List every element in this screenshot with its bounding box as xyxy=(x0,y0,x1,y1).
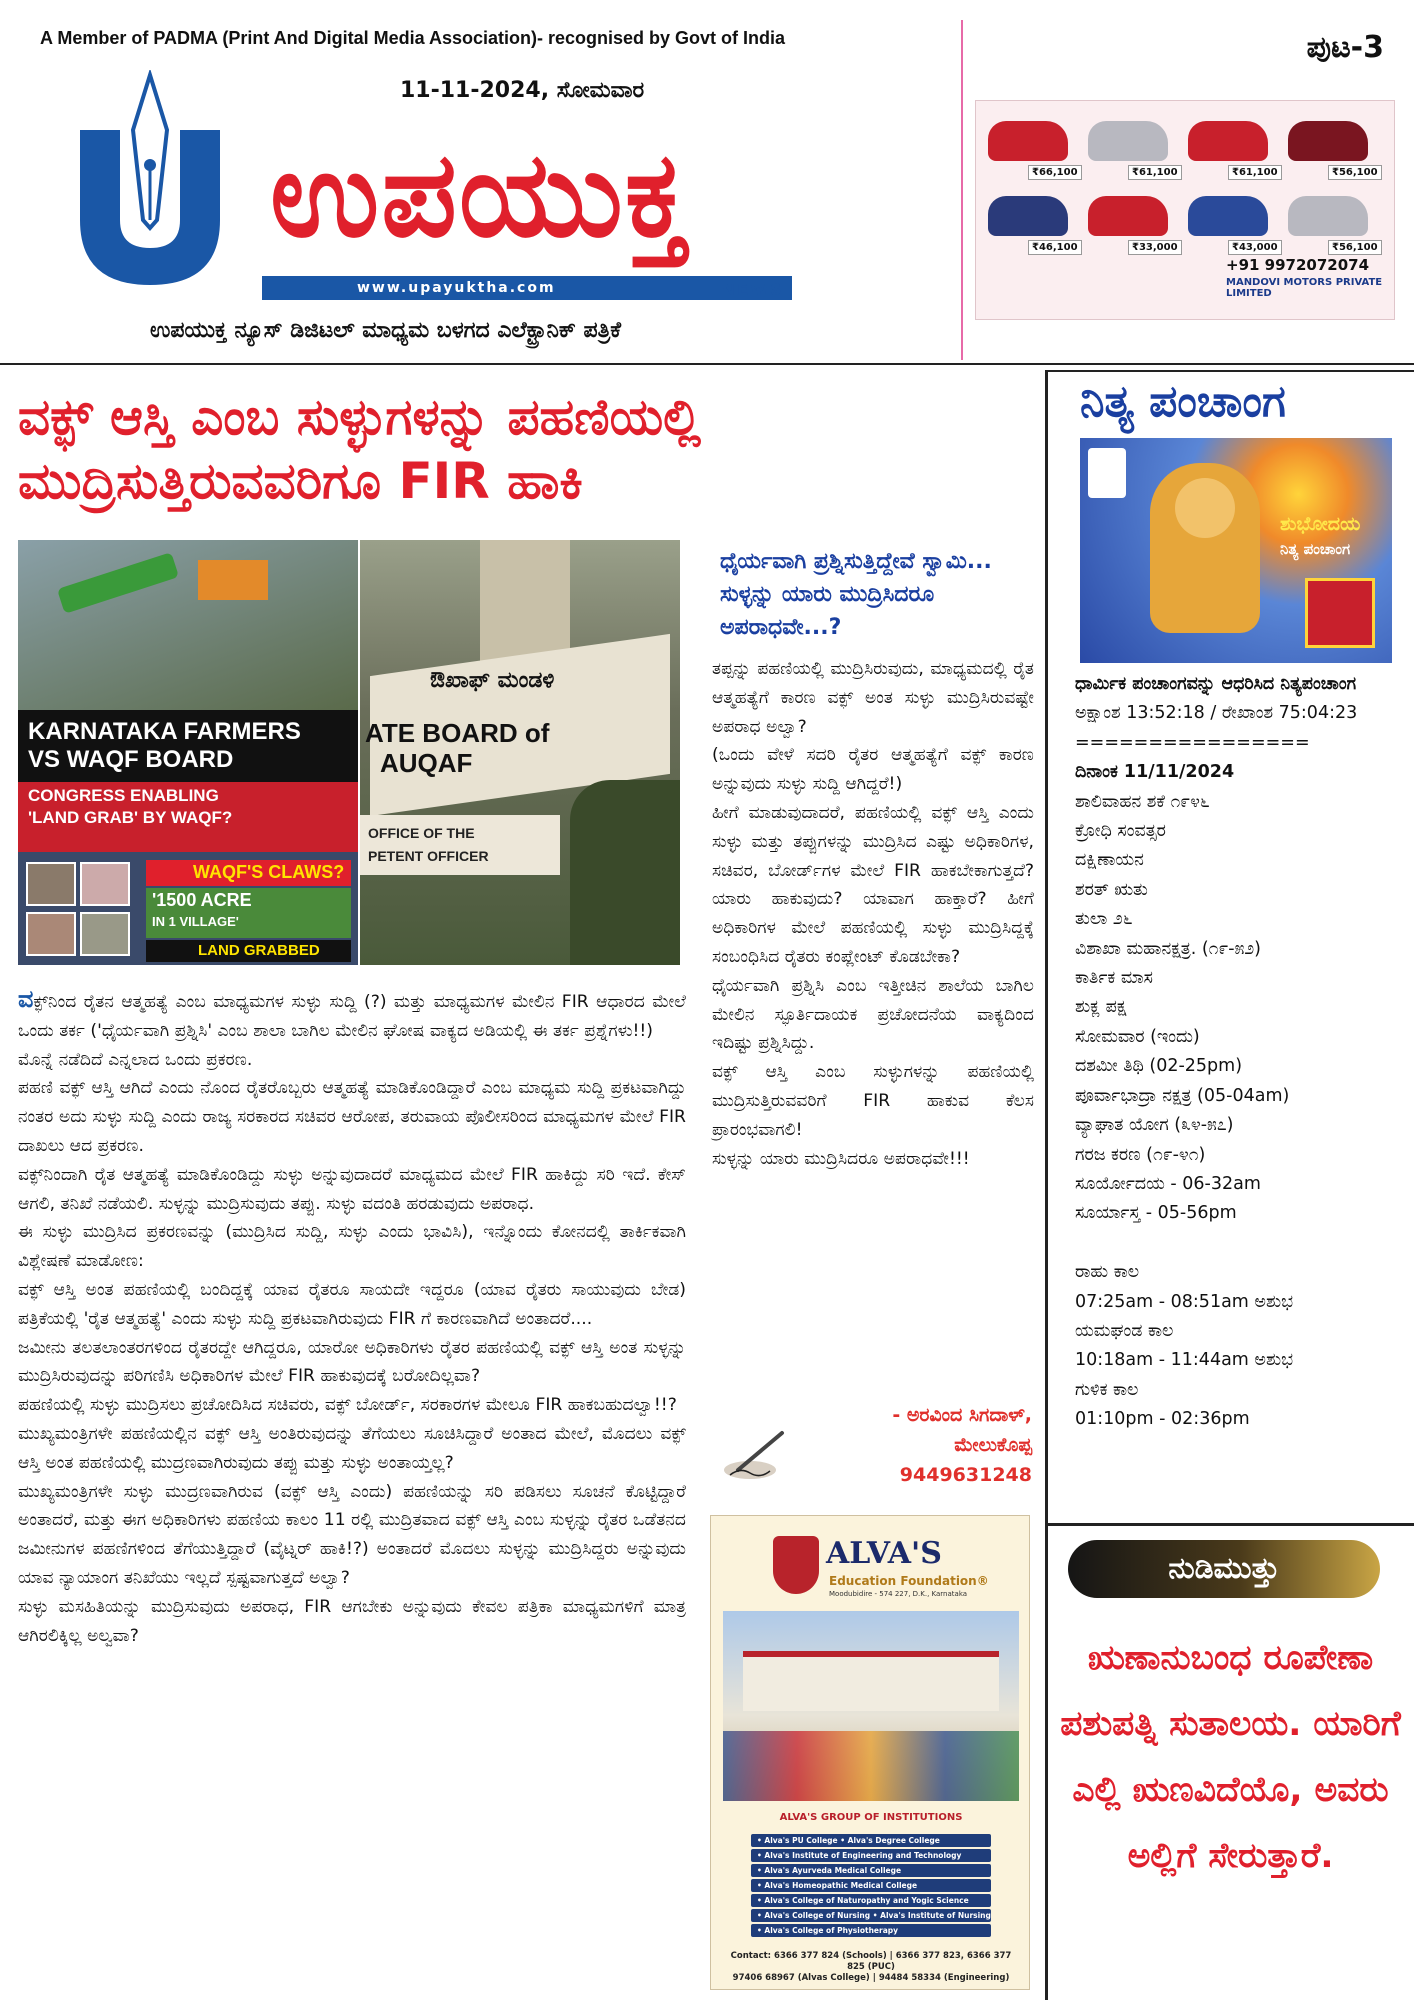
page-number: ಪುಟ-3 xyxy=(1306,30,1384,65)
photo-title-line2: VS WAQF BOARD xyxy=(28,746,234,773)
ad-dealer: MANDOVI MOTORS PRIVATE LIMITED xyxy=(1226,277,1383,299)
sign-office: OFFICE OF THE xyxy=(368,825,475,841)
article-column-2 xyxy=(712,655,1034,1173)
article-subheading: ಧೈರ್ಯವಾಗಿ ಪ್ರಶ್ನಿಸುತ್ತಿದ್ದೇವೆ ಸ್ವಾಮಿ... ಸುಳ್ಳನ್ನು ಯಾರು ಮುದ್ರಿಸಿದರೂ ಅಪರಾಧವೇ...? xyxy=(720,549,992,640)
photo-title-line1: KARNATAKA FARMERS xyxy=(28,718,301,745)
article-headline xyxy=(18,385,1038,513)
paragraph: ಪಹಣಿಯಲ್ಲಿ ಸುಳ್ಳು ಮುದ್ರಿಸಲು ಪ್ರಚೋದಿಸಿದ ಸಚಿವರು, ವಕ್ಫ್ ಬೋರ್ಡ್, ಸರಕಾರಗಳ ಮೇಲೂ FIR ಹಾಕಬಹುದಲ್ವಾ!!? xyxy=(18,1395,677,1416)
paragraph: ಸುಳ್ಳು ಮಸಹಿತಿಯನ್ನು ಮುದ್ರಿಸುವುದು ಅಪರಾಧ, FIR ಆಗಬೇಕು ಅನ್ನುವುದು ಕೇವಲ ಪತ್ರಿಕಾ ಮಾಧ್ಯಮಗಳಿಗೆ ಮಾತ್ರ ಆಗಿರಲಿಕ್ಕಿಲ್ಲ ಅಲ್ವವಾ? xyxy=(18,1596,686,1646)
photo-village: IN 1 VILLAGE' xyxy=(152,914,239,929)
alvas-address: Moodubidire - 574 227, D.K., Karnataka xyxy=(829,1590,968,1598)
alvas-education-advertisement[interactable] xyxy=(710,1515,1030,1990)
panchanga-line: ಸೋಮವಾರ (ಇಂದು) xyxy=(1075,1026,1200,1047)
list-item: • Alva's Homeopathic Medical College xyxy=(751,1879,991,1892)
author-name: - ಅರವಿಂದ ಸಿಗದಾಳ್, xyxy=(892,1404,1032,1426)
list-item: • Alva's College of Nursing • Alva's Institute of Nursing xyxy=(751,1909,991,1922)
alvas-foundation: Education Foundation® xyxy=(829,1574,989,1588)
panchanga-line: ವಿಶಾಖಾ ಮಹಾನಕ್ಷತ್ರ. (೧೯-೫೨) xyxy=(1075,938,1262,959)
panchanga-line: ಯಮಘಂಡ ಕಾಲ xyxy=(1075,1320,1174,1341)
photo-acre: '1500 ACRE xyxy=(152,890,252,910)
logo-url[interactable]: www.upayuktha.com xyxy=(262,276,792,300)
car-price: ₹56,100 xyxy=(1328,240,1382,255)
car-icon xyxy=(988,196,1068,236)
list-item: • Alva's College of Physiotherapy xyxy=(751,1924,991,1937)
alvas-name: ALVA'S xyxy=(826,1536,942,1571)
panchanga-latlong: ಅಕ್ಷಾಂಶ 13:52:18 / ರೇಖಾಂಶ 75:04:23 xyxy=(1075,703,1358,724)
panchanga-line: ಶಾಲಿವಾಹನ ಶಕೆ ೧೯೪೬ xyxy=(1075,791,1210,812)
panchanga-line: ಕಾರ್ತಿಕ ಮಾಸ xyxy=(1075,968,1153,989)
sign-petent: PETENT OFFICER xyxy=(368,848,489,864)
paragraph: ಪಹಣಿ ವಕ್ಫ್ ಆಸ್ತಿ ಆಗಿದೆ ಎಂದು ನೊಂದ ರೈತರೊಬ್ಬರು ಆತ್ಮಹತ್ಯೆ ಮಾಡಿಕೊಂಡಿದ್ದಾರೆ ಎಂಬ ಮಾಧ್ಯಮ ಸುದ್ದಿ ಪ್ರಕಟವಾಗಿದ್ದು ನಂತರ ಅದು ಸುಳ್ಳು ಸುದ್ದಿ ಎಂದು ರಾಜ್ಯ ಸರಕಾರದ ಸಚಿವರ ಆರೋಪ, ತರುವಾಯ ಪೊಲೀಸರಿಂದ ಮಾಧ್ಯಮಗಳ ಮೇಲೆ FIR ದಾಖಲು ಆದ ಪ್ರಕರಣ. xyxy=(18,1078,686,1156)
paragraph: ವಕ್ಫ್‌ನಿಂದ ರೈತನ ಆತ್ಮಹತ್ಯೆ ಎಂಬ ಮಾಧ್ಯಮಗಳ ಸುಳ್ಳು ಸುದ್ದಿ (?) ಮತ್ತು ಮಾಧ್ಯಮಗಳ ಮೇಲಿನ FIR ಆಧಾರದ ಮೇಲೆ ಒಂದು ತರ್ಕ ('ಧೈರ್ಯವಾಗಿ ಪ್ರಶ್ನಿಸಿ' ಎಂಬ ಶಾಲಾ ಬಾಗಿಲ ಮೇಲಿನ ಘೋಷ ವಾಕ್ಯದ ಅಡಿಯಲ್ಲಿ ಈ ತರ್ಕ ಪ್ರಶ್ನೆಗಳು!!) xyxy=(18,985,686,1041)
panchanga-line: ಕ್ರೋಧಿ ಸಂವತ್ಸರ xyxy=(1075,821,1166,842)
car-icon xyxy=(1288,121,1368,161)
sidebar-top-rule xyxy=(1048,370,1414,372)
car-icon xyxy=(1188,196,1268,236)
headline-line-1: ವಕ್ಫ್ ಆಸ್ತಿ ಎಂಬ ಸುಳ್ಳುಗಳನ್ನು ಪಹಣಿಯಲ್ಲಿ xyxy=(18,388,701,446)
car-price: ₹66,100 xyxy=(1028,165,1082,180)
panchanga-separator: ================ xyxy=(1075,732,1310,753)
paragraph: ಈ ಸುಳ್ಳು ಮುದ್ರಿಸಿದ ಪ್ರಕರಣವನ್ನು (ಮುದ್ರಿಸಿದ ಸುದ್ದಿ, ಸುಳ್ಳು ಎಂದು ಭಾವಿಸಿ), ಇನ್ನೊಂದು ಕೋನದಲ್ಲಿ ತಾರ್ಕಿಕವಾಗಿ ವಿಶ್ಲೇಷಣೆ ಮಾಡೋಣ: xyxy=(18,1222,686,1272)
list-item: • Alva's College of Naturopathy and Yogic Science xyxy=(751,1894,991,1907)
drop-cap: ವ xyxy=(18,985,34,1013)
header-divider xyxy=(961,20,963,360)
paragraph: ವಕ್ಫ್ ಆಸ್ತಿ ಎಂಬ ಸುಳ್ಳುಗಳನ್ನು ಪಹಣಿಯಲ್ಲಿ ಮುದ್ರಿಸುತ್ತಿರುವವರಿಗೆ FIR ಹಾಕುವ ಕೆಲಸ ಪ್ರಾರಂಭವಾಗಲಿ! xyxy=(712,1062,1034,1140)
logo-wordmark: ಉಪಯುಕ್ತ xyxy=(270,125,690,263)
ad-phone: +91 9972072074 xyxy=(1226,256,1370,274)
paragraph: ಸುಳ್ಳನ್ನು ಯಾರು ಮುದ್ರಿಸಿದರೂ ಅಪರಾಧವೇ!!! xyxy=(712,1148,970,1169)
paragraph: ಜಮೀನು ತಲತಲಾಂತರಗಳಿಂದ ರೈತರದ್ದೇ ಆಗಿದ್ದರೂ, ಯಾರೋ ಅಧಿಕಾರಿಗಳು ರೈತರ ಪಹಣಿಯಲ್ಲಿ ವಕ್ಫ್ ಆಸ್ತಿ ಅಂತ ಸುಳ್ಳನ್ನು ಮುದ್ರಿಸಿರುವುದನ್ನು ಪರಿಗಣಿಸಿ ಅಧಿಕಾರಿಗಳ ಮೇಲೆ FIR ಹಾಕುವುದಕ್ಕೆ ಬರೋದಿಲ್ಲವಾ? xyxy=(18,1337,686,1387)
sidebar-divider xyxy=(1045,370,1048,2000)
car-icon xyxy=(1288,196,1368,236)
paragraph: ತಪ್ಪನ್ನು ಪಹಣಿಯಲ್ಲಿ ಮುದ್ರಿಸಿರುವುದು, ಮಾಧ್ಯಮದಲ್ಲಿ ರೈತ ಆತ್ಮಹತ್ಯೆಗೆ ಕಾರಣ ವಕ್ಫ್ ಅಂತ ಸುಳ್ಳು ಮುದ್ರಿಸಿರುವಷ್ಟೇ ಅಪರಾಧ ಅಲ್ವಾ? xyxy=(712,659,1034,737)
car-price: ₹61,100 xyxy=(1128,165,1182,180)
upayuktha-mini-logo-icon xyxy=(1088,448,1126,498)
paragraph: ವಕ್ಫ್ ಆಸ್ತಿ ಅಂತ ಪಹಣಿಯಲ್ಲಿ ಬಂದಿದ್ದಕ್ಕೆ ಯಾವ ರೈತರೂ ಸಾಯದೇ ಇದ್ದರೂ (ಯಾವ ರೈತರು ಸಾಯುವುದು ಬೇಡ) ಪತ್ರಿಕೆಯಲ್ಲಿ 'ರೈತ ಆತ್ಮಹತ್ಯೆ' ಎಂದು ಸುಳ್ಳು ಸುದ್ದಿ ಪ್ರಕಟವಾಗಿರುವುದು FIR ಗೆ ಕಾರಣವಾಗಿದೆ ಅಂತಾದರೆ.... xyxy=(18,1279,686,1329)
writing-pen-icon xyxy=(720,1425,790,1485)
panchanga-line: 10:18am - 11:44am ಅಶುಭ xyxy=(1075,1350,1294,1371)
article-column-1 xyxy=(18,985,686,1650)
upayuktha-logo-pen-icon xyxy=(55,70,245,300)
panchanga-line: ದಶಮೀ ತಿಥಿ (02-25pm) xyxy=(1075,1056,1243,1077)
panchanga-line: 01:10pm - 02:36pm xyxy=(1075,1409,1250,1430)
panchanga-line: ತುಲಾ ೨೬ xyxy=(1075,909,1133,930)
panchanga-date: ದಿನಾಂಕ 11/11/2024 xyxy=(1075,762,1235,783)
panchanga-details xyxy=(1075,670,1410,1435)
masthead-tagline: ಉಪಯುಕ್ತ ನ್ಯೂಸ್ ಡಿಜಿಟಲ್ ಮಾಧ್ಯಮ ಬಳಗದ ಎಲೆಕ್ಟ್ರಾನಿಕ್ ಪತ್ರಿಕೆ xyxy=(150,318,621,343)
alvas-institution-list xyxy=(751,1834,991,1939)
panchanga-intro: ಧಾರ್ಮಿಕ ಪಂಚಾಂಗವನ್ನು ಆಧರಿಸಿದ ನಿತ್ಯಪಂಚಾಂಗ xyxy=(1075,674,1357,694)
panchanga-line: ಶುಕ್ಲ ಪಕ್ಷ xyxy=(1075,997,1127,1018)
swastika-icon xyxy=(1305,578,1375,648)
nudimuttu-quote: ಋಣಾನುಬಂಧ ರೂಪೇಣಾ ಪಶುಪತ್ನಿ ಸುತಾಲಯ. ಯಾರಿಗೆ ಎಲ್ಲಿ ಋಣವಿದೆಯೊ, ಅವರು ಅಲ್ಲಿಗೆ ಸೇರುತ್ತಾರೆ. xyxy=(1060,1638,1401,1876)
car-icon xyxy=(1088,196,1168,236)
car-advertisement[interactable] xyxy=(975,100,1395,320)
ganesha-panchanga-image xyxy=(1080,438,1392,663)
paragraph: ಧೈರ್ಯವಾಗಿ ಪ್ರಶ್ನಿಸಿ ಎಂಬ ಇತ್ತೀಚಿನ ಶಾಲೆಯ ಬಾಗಿಲ ಮೇಲಿನ ಸ್ಫೂರ್ತಿದಾಯಕ ಪ್ರಚೋದನೆಯ ವಾಕ್ಯದಿಂದ ಇದಿಷ್ಟು ಪ್ರಶ್ನಿಸಿದ್ದು. xyxy=(712,975,1034,1054)
photo-sub-line1: CONGRESS ENABLING xyxy=(28,786,219,805)
car-price: ₹61,100 xyxy=(1228,165,1282,180)
paragraph: ಹೀಗೆ ಮಾಡುವುದಾದರೆ, ಪಹಣಿಯಲ್ಲಿ ವಕ್ಫ್ ಆಸ್ತಿ ಎಂದು ಸುಳ್ಳು ಮತ್ತು ತಪ್ಪುಗಳನ್ನು ಮುದ್ರಿಸಿದ ಎಷ್ಟು ಅಧಿಕಾರಿಗಳ, ಸಚಿವರ, ಬೋರ್ಡ್‌ಗಳ ಮೇಲೆ FIR ಹಾಕಬೇಕಾಗುತ್ತದೆ? ಯಾರು ಹಾಕುವುದು? ಯಾವಾಗ ಹಾಕ್ತಾರೆ? ಹೀಗೆ ಅಧಿಕಾರಿಗಳ ಮೇಲೆ ಪಹಣಿಯಲ್ಲಿ ಸುಳ್ಳು ಮುದ್ರಿಸಿದ್ದಕ್ಕೆ ಸಂಬಂಧಿಸಿದ ರೈತರು ಕಂಪ್ಲೇಂಟ್ ಕೊಡಬೇಕಾ? xyxy=(712,802,1034,967)
panchanga-line: ವ್ಯಾಘಾತ ಯೋಗ (೩೪-೫೭) xyxy=(1075,1115,1234,1136)
paragraph: ಮುಖ್ಯಮಂತ್ರಿಗಳೇ ಪಹಣಿಯಲ್ಲಿನ ವಕ್ಫ್ ಆಸ್ತಿ ಅಂತಿರುವುದನ್ನು ತೆಗೆಯಲು ಸೂಚಿಸಿದ್ದಾರೆ ಅಂತಾದ ಮೇಲೆ, ಮೊದಲು ವಕ್ಫ್ ಆಸ್ತಿ ಅಂತ ಪಹಣಿಯಲ್ಲಿ ಮುದ್ರಣವಾಗಿರುವುದು ತಪ್ಪು ಮತ್ತು ಸುಳ್ಳು ಅಂತಾಯ್ತಲ್ಲ? xyxy=(18,1423,686,1473)
farmers-vs-waqf-photo xyxy=(18,540,358,965)
panchanga-line: ಗರಜ ಕರಣ (೧೯-೪೧) xyxy=(1075,1144,1206,1165)
issue-date: 11-11-2024, ಸೋಮವಾರ xyxy=(400,78,645,103)
nudimuttu-title: ನುಡಿಮುತ್ತು xyxy=(1068,1540,1380,1598)
paragraph: ಮುಖ್ಯಮಂತ್ರಿಗಳೇ ಸುಳ್ಳು ಮುದ್ರಣವಾಗಿರುವ (ವಕ್ಫ್ ಆಸ್ತಿ ಎಂದು) ಪಹಣಿಯನ್ನು ಸರಿ ಪಡಿಸಲು ಸೂಚನೆ ಕೊಟ್ಟಿದ್ದಾರೆ ಅಂತಾದರೆ, ಮತ್ತು ಈಗ ಅಧಿಕಾರಿಗಳು ಪಹಣಿಯ ಕಾಲಂ 11 ರಲ್ಲಿ ಮುದ್ರಿತವಾದ ವಕ್ಫ್ ಆಸ್ತಿ ಎಂಬ ಸುಳ್ಳನ್ನು ರೈತರ ಒಡೆತನದ ಜಮೀನುಗಳ ಪಹಣಿಗಳಿಂದ ತೆಗೆಯುತ್ತಿದ್ದಾರೆ (ವೈಟ್ನರ್ ಹಾಕಿ!?) ಅಂತಾದರೆ ಮೊದಲು ಸುಳ್ಳನ್ನು ಮುದ್ರಿಸಿದ್ದರು ಅನ್ನುವುದು ಯಾವ ನ್ಯಾಯಾಂಗ ತನಿಖೆಯು ಇಲ್ಲದೆ ಸ್ಪಷ್ಟವಾಗುತ್ತದೆ ಅಲ್ವಾ? xyxy=(18,1481,686,1588)
alvas-campus-photo xyxy=(723,1611,1019,1801)
headline-line-2: ಮುದ್ರಿಸುತ್ತಿರುವವರಿಗೂ FIR ಹಾಕಿ xyxy=(18,452,583,510)
sign-english-1: ATE BOARD of xyxy=(365,718,550,748)
alvas-crest-icon xyxy=(773,1536,819,1594)
car-price: ₹43,000 xyxy=(1228,240,1282,255)
sign-english-2: AUQAF xyxy=(380,748,473,778)
car-price: ₹56,100 xyxy=(1328,165,1382,180)
panchanga-line: ದಕ್ಷಿಣಾಯನ xyxy=(1075,850,1144,871)
masthead-rule xyxy=(0,363,1414,365)
sign-kannada: ಔಖಾಫ್ ಮಂಡಳಿ xyxy=(430,668,555,693)
waqf-board-signboard-photo xyxy=(360,540,680,965)
panchanga-line: ಪೂರ್ವಾಭಾದ್ರಾ ನಕ್ಷತ್ರ (05-04am) xyxy=(1075,1085,1290,1106)
sidebar-mid-rule xyxy=(1048,1523,1414,1526)
car-price: ₹46,100 xyxy=(1028,240,1082,255)
car-icon xyxy=(1188,121,1268,161)
panchanga-line: ಗುಳಿಕ ಕಾಲ xyxy=(1075,1379,1139,1400)
panchanga-line: 07:25am - 08:51am ಅಶುಭ xyxy=(1075,1291,1294,1312)
panchanga-line: ಶರತ್ ಋತು xyxy=(1075,879,1148,900)
list-item: • Alva's PU College • Alva's Degree College xyxy=(751,1834,991,1847)
author-place: ಮೇಲುಕೊಪ್ಪ xyxy=(954,1434,1032,1456)
member-line: A Member of PADMA (Print And Digital Media Association)- recognised by Govt of India xyxy=(40,28,786,48)
photo-sub-line2: 'LAND GRAB' BY WAQF? xyxy=(28,808,233,827)
car-icon xyxy=(1088,121,1168,161)
photo-grabbed: LAND GRABBED xyxy=(198,942,320,959)
photo-claws: WAQF'S CLAWS? xyxy=(193,862,345,882)
panchanga-title: ನಿತ್ಯ ಪಂಚಾಂಗ xyxy=(1080,376,1286,427)
car-price: ₹33,000 xyxy=(1128,240,1182,255)
list-item: • Alva's Ayurveda Medical College xyxy=(751,1864,991,1877)
alvas-group-title: ALVA'S GROUP OF INSTITUTIONS xyxy=(779,1812,963,1823)
paragraph: (ಒಂದು ವೇಳೆ ಸದರಿ ರೈತರ ಆತ್ಮಹತ್ಯೆಗೆ ವಕ್ಫ್ ಕಾರಣ ಅನ್ನುವುದು ಸುಳ್ಳು ಸುದ್ದಿ ಆಗಿದ್ದರೆ!) xyxy=(712,745,1034,795)
car-icon xyxy=(988,121,1068,161)
author-byline xyxy=(800,1400,1032,1490)
list-item: • Alva's Institute of Engineering and Technology xyxy=(751,1849,991,1862)
paragraph: ಮೊನ್ನೆ ನಡೆದಿದೆ ಎನ್ನಲಾದ ಒಂದು ಪ್ರಕರಣ. xyxy=(18,1049,253,1070)
image-shubhodaya: ಶುಭೋದಯ xyxy=(1280,513,1361,535)
paragraph: ವಕ್ಫ್‌ನಿಂದಾಗಿ ರೈತ ಆತ್ಮಹತ್ಯೆ ಮಾಡಿಕೊಂಡಿದ್ದು ಸುಳ್ಳು ಅನ್ನುವುದಾದರೆ ಮಾಧ್ಯಮದ ಮೇಲೆ FIR ಹಾಕಿದ್ದು ಸರಿ ಇದೆ. ಕೇಸ್ ಆಗಲಿ, ತನಿಖೆ ನಡೆಯಲಿ. ಸುಳ್ಳನ್ನು ಮುದ್ರಿಸುವುದು ತಪ್ಪು. ಸುಳ್ಳು ವದಂತಿ ಹರಡುವುದು ಅಪರಾಧ. xyxy=(18,1164,686,1214)
author-phone[interactable]: 9449631248 xyxy=(899,1464,1032,1486)
panchanga-line: ಸೂರ್ಯೋದಯ - 06-32am xyxy=(1075,1173,1261,1194)
panchanga-line: ರಾಹು ಕಾಲ xyxy=(1075,1262,1140,1283)
logo-news: NEWS xyxy=(722,280,784,299)
image-nitya-panchanga: ನಿತ್ಯ ಪಂಚಾಂಗ xyxy=(1280,540,1351,558)
alvas-contact: Contact: 6366 377 824 (Schools) | 6366 377 823, 6366 377 825 (PUC) 97406 68967 (Alvas College) | 94484 58334 (Engineering) xyxy=(730,1951,1012,1983)
panchanga-line xyxy=(1075,1229,1410,1258)
panchanga-line: ಸೂರ್ಯಾಸ್ತ - 05-56pm xyxy=(1075,1203,1237,1224)
